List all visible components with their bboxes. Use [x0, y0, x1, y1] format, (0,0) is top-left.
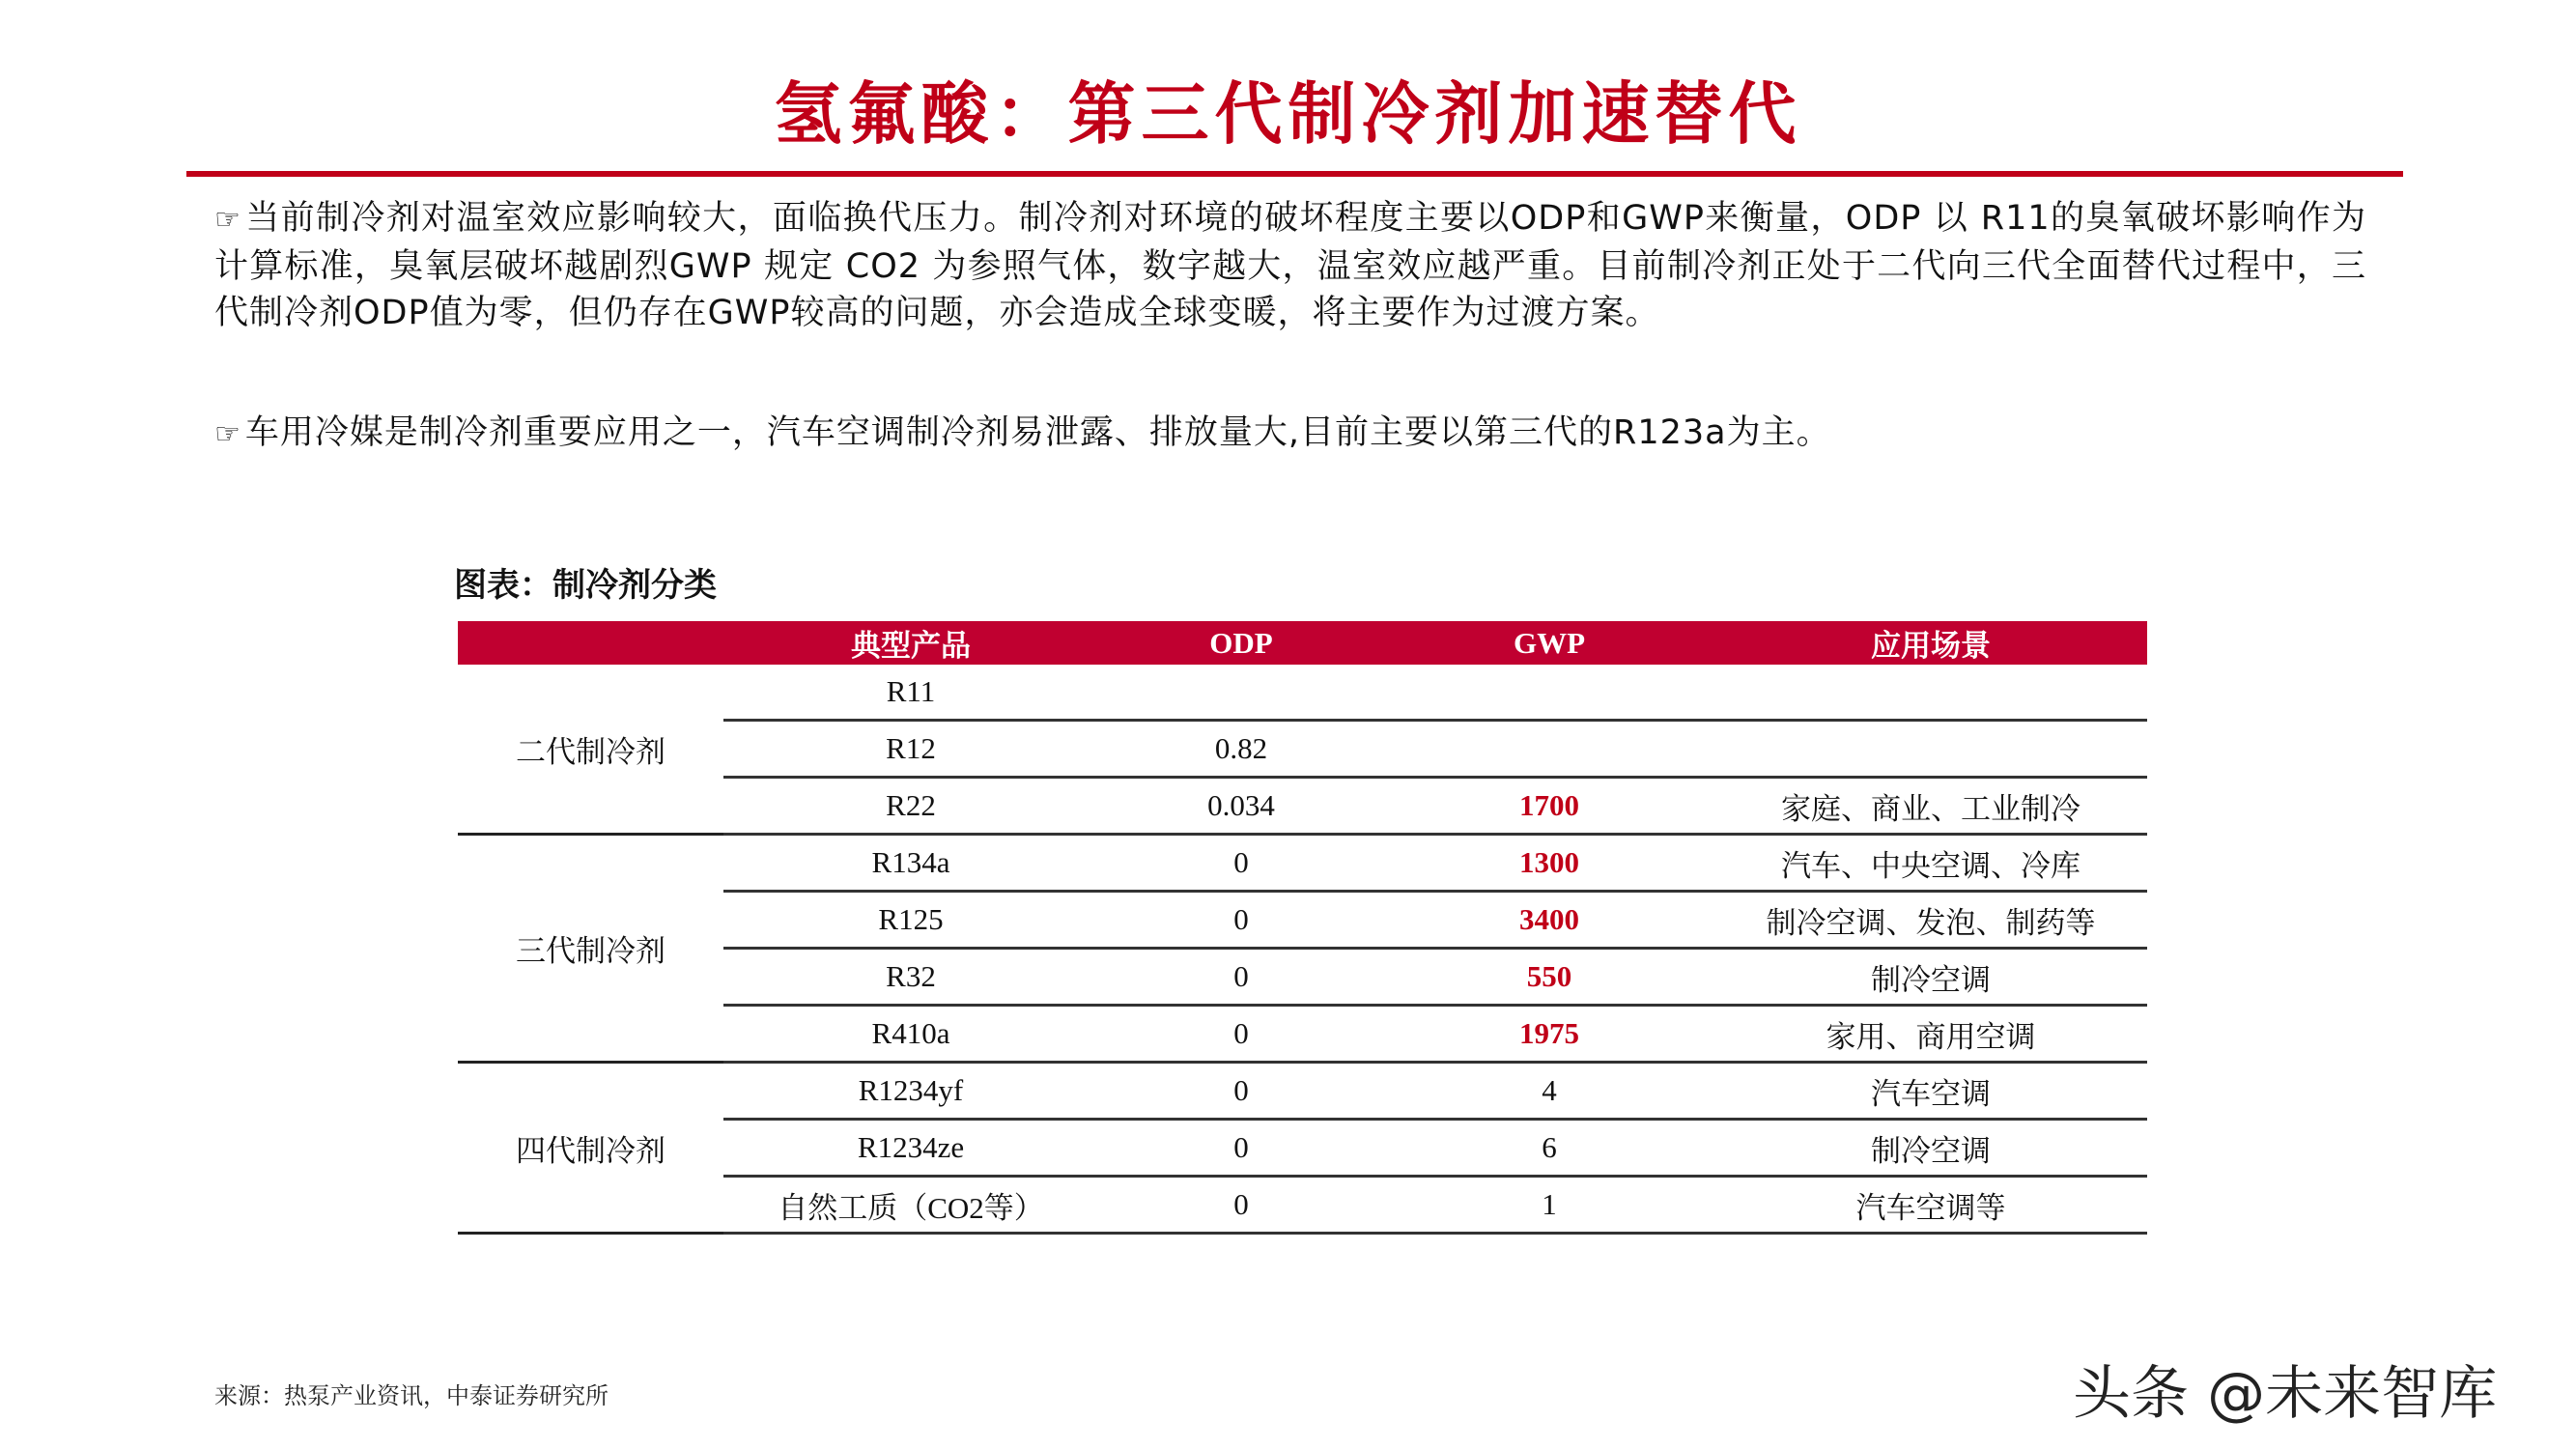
product-cell: R11 — [723, 665, 1098, 721]
odp-cell: 0 — [1098, 1177, 1384, 1234]
odp-cell: 0 — [1098, 949, 1384, 1006]
header-gwp: GWP — [1384, 621, 1714, 665]
table-row — [458, 665, 2147, 721]
gwp-cell: 6 — [1384, 1120, 1714, 1177]
gwp-cell: 4 — [1384, 1063, 1714, 1120]
gwp-cell: 550 — [1384, 949, 1714, 1006]
bullet-text: 车用冷媒是制冷剂重要应用之一，汽车空调制冷剂易泄露、排放量大,目前主要以第三代的R123a为主。 — [244, 413, 1831, 452]
category-cell: 二代制冷剂 — [458, 665, 723, 835]
title-divider — [186, 171, 2403, 177]
gwp-cell: 1975 — [1384, 1006, 1714, 1063]
refrigerant-table — [458, 621, 2147, 1235]
use-cell: 汽车空调等 — [1714, 1177, 2147, 1234]
table-header-row — [458, 621, 2147, 665]
use-cell: 汽车、中央空调、冷库 — [1714, 835, 2147, 892]
product-cell: R1234yf — [723, 1063, 1098, 1120]
product-cell: R1234ze — [723, 1120, 1098, 1177]
odp-cell: 0 — [1098, 1063, 1384, 1120]
pointing-hand-icon: ☞ — [214, 203, 241, 237]
odp-cell: 0 — [1098, 892, 1384, 949]
product-cell: R32 — [723, 949, 1098, 1006]
use-cell — [1714, 665, 2147, 721]
use-cell: 制冷空调 — [1714, 949, 2147, 1006]
header-use: 应用场景 — [1714, 621, 2147, 665]
bullet-text: 当前制冷剂对温室效应影响较大，面临换代压力。制冷剂对环境的破坏程度主要以ODP和GWP来衡量，ODP 以 R11的臭氧破坏影响作为计算标准，臭氧层破坏越剧烈GWP 规定 CO2 为参照气体，数字越大，温室效应越严重。目前制冷剂正处于二代向三代全面替代过程中，三代制冷剂ODP值为零，但仍存在GWP较高的问题，亦会造成全球变暖，将主要作为过渡方案。 — [214, 199, 2366, 332]
product-cell: 自然工质（CO2等） — [723, 1177, 1098, 1234]
use-cell: 家用、商用空调 — [1714, 1006, 2147, 1063]
header-category — [458, 621, 723, 665]
odp-cell: 0.034 — [1098, 778, 1384, 835]
use-cell — [1714, 721, 2147, 778]
product-cell: R134a — [723, 835, 1098, 892]
use-cell: 汽车空调 — [1714, 1063, 2147, 1120]
bullet-paragraph-1 — [214, 195, 2366, 336]
category-cell: 三代制冷剂 — [458, 835, 723, 1063]
table-row — [458, 835, 2147, 892]
odp-cell: 0 — [1098, 1120, 1384, 1177]
table-row — [458, 1063, 2147, 1120]
watermark: 头条 @未来智库 — [2073, 1360, 2498, 1428]
header-product: 典型产品 — [723, 621, 1098, 665]
gwp-cell: 1300 — [1384, 835, 1714, 892]
product-cell: R410a — [723, 1006, 1098, 1063]
header-odp: ODP — [1098, 621, 1384, 665]
gwp-cell: 1 — [1384, 1177, 1714, 1234]
use-cell: 家庭、商业、工业制冷 — [1714, 778, 2147, 835]
gwp-cell: 3400 — [1384, 892, 1714, 949]
odp-cell: 0 — [1098, 1006, 1384, 1063]
bullet-paragraph-2 — [214, 410, 2366, 458]
category-cell: 四代制冷剂 — [458, 1063, 723, 1234]
pointing-hand-icon: ☞ — [214, 417, 241, 451]
odp-cell — [1098, 665, 1384, 721]
odp-cell: 0.82 — [1098, 721, 1384, 778]
source-note: 来源：热泵产业资讯，中泰证券研究所 — [214, 1382, 609, 1409]
product-cell: R125 — [723, 892, 1098, 949]
product-cell: R22 — [723, 778, 1098, 835]
odp-cell: 0 — [1098, 835, 1384, 892]
gwp-cell — [1384, 721, 1714, 778]
table-caption: 图表：制冷剂分类 — [454, 566, 717, 605]
page-title: 氢氟酸：第三代制冷剂加速替代 — [774, 73, 1802, 154]
gwp-cell — [1384, 665, 1714, 721]
use-cell: 制冷空调、发泡、制药等 — [1714, 892, 2147, 949]
gwp-cell: 1700 — [1384, 778, 1714, 835]
product-cell: R12 — [723, 721, 1098, 778]
use-cell: 制冷空调 — [1714, 1120, 2147, 1177]
